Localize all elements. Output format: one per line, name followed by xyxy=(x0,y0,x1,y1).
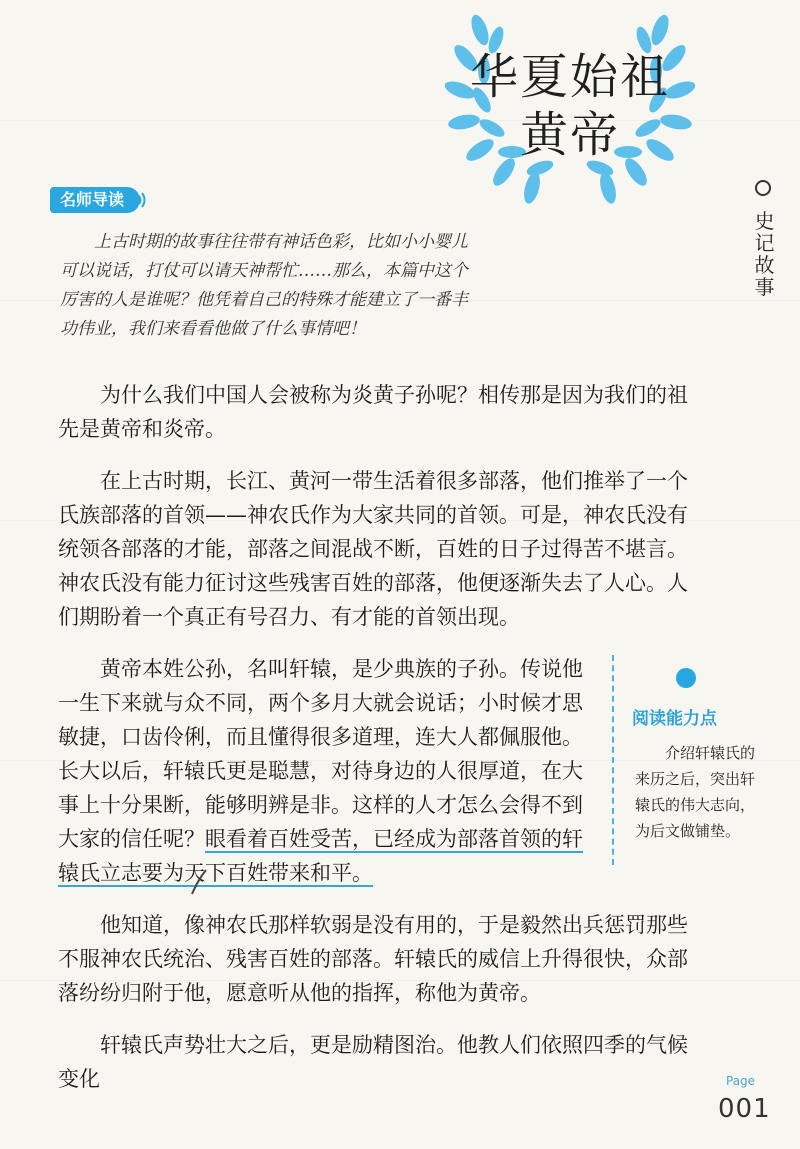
guide-badge-label: 名师导读 xyxy=(60,190,125,209)
side-column-label xyxy=(752,180,778,298)
title-line-2: 黄帝 xyxy=(519,107,620,163)
paragraph-5: 轩辕氏声势壮大之后，更是励精图治。他教人们依照四季的气候变化 xyxy=(58,1033,688,1091)
annotation-dot-icon xyxy=(676,668,696,688)
reading-point-title: 阅读能力点 xyxy=(632,709,717,729)
page-number: 001 xyxy=(718,1094,771,1124)
page-label: Page xyxy=(726,1074,756,1088)
reading-point-note: 介绍轩辕氏的来历之后，突出轩辕氏的伟大志向，为后文做铺垫。 xyxy=(635,744,756,840)
story-title xyxy=(455,48,685,164)
story-body xyxy=(58,378,698,1114)
guide-text: 上古时期的故事往往带有神话色彩，比如小小婴儿可以说话，打仗可以请天神帮忙……那么，本篇中这个厉害的人是谁呢？他凭着自己的特殊才能建立了一番丰功伟业，我们来看看他做了什么事情吧！ xyxy=(60,232,468,339)
paragraph-3 xyxy=(58,652,603,890)
side-label-text: 史记故事 xyxy=(751,210,775,299)
pen-mark-icon xyxy=(188,868,212,898)
paragraph-4: 他知道，像神农氏那样软弱是没有用的，于是毅然出兵惩罚那些不服神农氏统治、残害百姓的部落。轩辕氏的威信上升得很快，众部落纷纷归附于他，愿意听从他的指挥，称他为黄帝。 xyxy=(58,913,688,1005)
speaker-icon[interactable] xyxy=(124,189,148,211)
annotation-divider xyxy=(612,655,614,865)
paragraph-3-text: 黄帝本姓公孙，名叫轩辕，是少典族的子孙。传说他一生下来就与众不同，两个多月大就会说话；小时候才思敏捷，口齿伶俐，而且懂得很多道理，连大人都佩服他。长大以后，轩辕氏更是聪慧，对待身边的人很厚道，在大事上十分果断，能够明辨是非。这样的人才怎么会得不到大家的信任呢？ xyxy=(58,657,583,851)
highlighted-sentence: 眼看着百姓受苦，已经成为部落首领的轩辕氏立志要为天下百姓带来和平。 xyxy=(58,827,583,885)
paragraph-1: 为什么我们中国人会被称为炎黄子孙呢？相传那是因为我们的祖先是黄帝和炎帝。 xyxy=(58,383,688,441)
paragraph-2: 在上古时期，长江、黄河一带生活着很多部落，他们推举了一个氏族部落的首领——神农氏作为大家共同的首领。可是，神农氏没有统领各部落的才能，部落之间混战不断，百姓的日子过得苦不堪言。神农氏没有能力征讨这些残害百姓的部落，他便逐渐失去了人心。人们期盼着一个真正有号召力、有才能的首领出现。 xyxy=(58,469,688,629)
title-line-1: 华夏始祖 xyxy=(469,49,670,105)
circle-bullet-icon xyxy=(755,180,771,196)
